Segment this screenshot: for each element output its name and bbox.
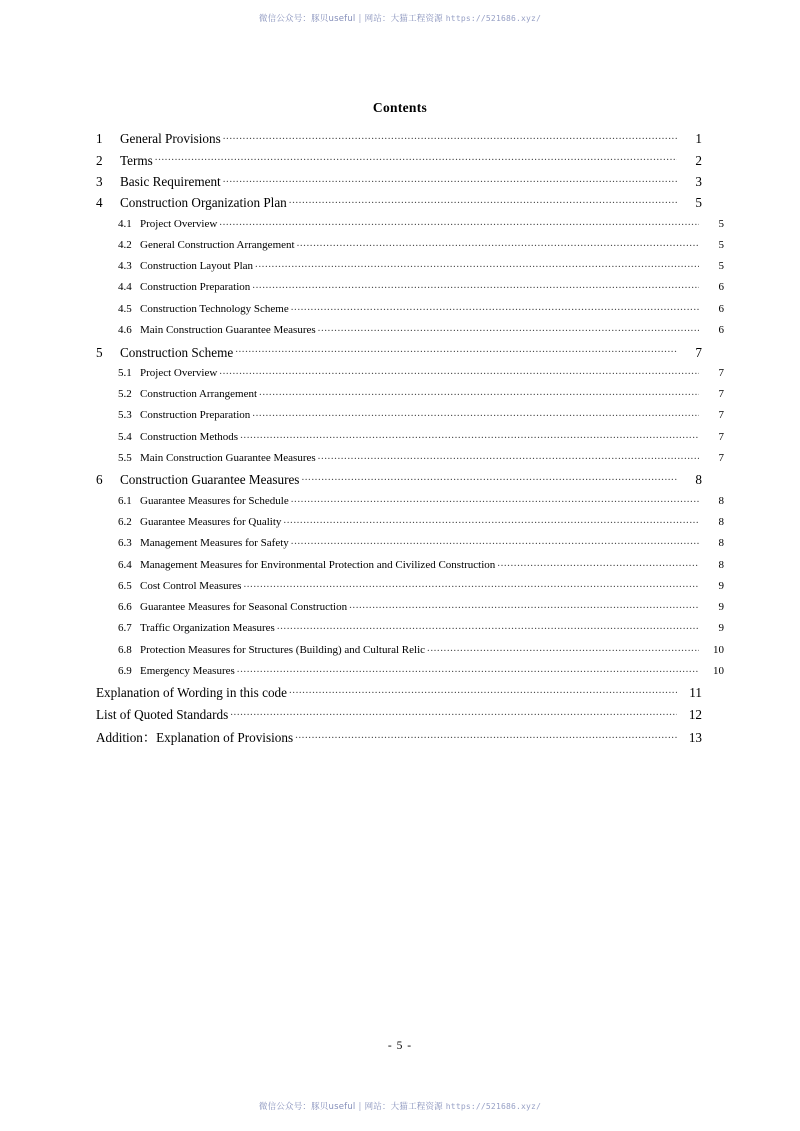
toc-entry-label: Guarantee Measures for Seasonal Construction — [140, 601, 348, 614]
watermark-url: https://521686.xyz/ — [445, 14, 542, 23]
toc-entry[interactable] — [96, 663, 724, 684]
watermark-footer — [0, 1100, 800, 1112]
toc-entry-page-number: 5 — [695, 195, 702, 211]
toc-entry-page-number: 6 — [718, 302, 724, 315]
toc-entry-number: 6.2 — [118, 515, 132, 528]
toc-dot-leader — [255, 258, 699, 269]
watermark-separator: | — [358, 1102, 362, 1112]
toc-entry-page-number: 8 — [718, 537, 724, 550]
toc-entry-number: 6 — [96, 472, 103, 488]
toc-entry-number: 4.5 — [118, 302, 132, 315]
toc-entry-number: 6.3 — [118, 537, 132, 550]
toc-entry-page-number: 6 — [718, 324, 724, 337]
toc-dot-leader — [318, 322, 699, 333]
toc-entry-page-number: 6 — [718, 281, 724, 294]
toc-entry-label: Protection Measures for Structures (Building) and Cultural Relic — [140, 643, 426, 656]
toc-entry-page-number: 1 — [695, 131, 702, 147]
toc-entry-number: 6.8 — [118, 643, 132, 656]
toc-entry-number: 3 — [96, 173, 103, 189]
toc-entry-label: Construction Preparation — [140, 409, 251, 422]
watermark-url: https://521686.xyz/ — [445, 1102, 542, 1111]
toc-entry-number: 4.6 — [118, 324, 132, 337]
toc-entry-label: List of Quoted Standards — [96, 706, 229, 722]
toc-dot-leader — [289, 684, 677, 697]
toc-entry-page-number: 7 — [718, 451, 724, 464]
toc-entry[interactable] — [96, 450, 724, 471]
toc-entry-label: Cost Control Measures — [140, 579, 242, 592]
toc-entry-label: Construction Technology Scheme — [140, 302, 289, 315]
toc-entry-label: Project Overview — [140, 366, 218, 379]
toc-dot-leader — [497, 557, 699, 568]
table-of-contents — [96, 130, 724, 748]
toc-entry[interactable] — [96, 237, 724, 258]
page-number-footer: - 5 - — [387, 1040, 413, 1052]
toc-entry-number: 6.6 — [118, 601, 132, 614]
toc-entry[interactable] — [96, 151, 702, 172]
toc-entry-label: Construction Guarantee Measures — [120, 472, 300, 488]
toc-entry[interactable] — [96, 173, 702, 194]
toc-entry[interactable] — [96, 514, 724, 535]
toc-dot-leader — [283, 514, 699, 525]
toc-entry-label: Construction Layout Plan — [140, 260, 254, 273]
toc-entry[interactable] — [96, 578, 724, 599]
toc-entry-page-number: 7 — [718, 388, 724, 401]
toc-entry[interactable] — [96, 301, 724, 322]
toc-dot-leader — [291, 535, 699, 546]
page-title: Contents — [372, 100, 428, 115]
toc-entry-number: 4.1 — [118, 217, 132, 230]
toc-dot-leader — [223, 130, 677, 143]
toc-entry[interactable] — [96, 557, 724, 578]
toc-entry[interactable] — [96, 706, 702, 727]
toc-dot-leader — [240, 429, 699, 440]
toc-entry[interactable] — [96, 727, 702, 748]
toc-entry-label: Construction Scheme — [120, 344, 234, 360]
toc-entry-page-number: 3 — [695, 173, 702, 189]
toc-entry[interactable] — [96, 279, 724, 300]
toc-dot-leader — [349, 599, 699, 610]
toc-entry-page-number: 12 — [688, 706, 702, 722]
toc-dot-leader — [295, 729, 677, 742]
watermark-wechat-label: 微信公众号：豚贝useful — [258, 1102, 356, 1112]
toc-dot-leader — [259, 386, 699, 397]
toc-entry-number: 4 — [96, 195, 103, 211]
toc-entry[interactable] — [96, 599, 724, 620]
toc-entry-page-number: 5 — [718, 217, 724, 230]
toc-entry[interactable] — [96, 194, 702, 215]
toc-entry[interactable] — [96, 620, 724, 641]
toc-entry-page-number: 8 — [718, 494, 724, 507]
toc-entry-number: 6.9 — [118, 664, 132, 677]
toc-entry-label: Explanation of Wording in this code — [96, 685, 287, 701]
toc-entry-page-number: 8 — [695, 472, 702, 488]
toc-entry[interactable] — [96, 130, 702, 151]
toc-entry-number: 4.2 — [118, 238, 132, 251]
toc-entry[interactable] — [96, 258, 724, 279]
watermark-site-label: 网站：大猫工程资源 — [364, 1102, 443, 1112]
toc-entry[interactable] — [96, 407, 724, 428]
toc-entry[interactable] — [96, 343, 702, 364]
toc-entry-label: Main Construction Guarantee Measures — [140, 451, 316, 464]
toc-entry-number: 6.5 — [118, 579, 132, 592]
toc-dot-leader — [219, 365, 699, 376]
toc-entry[interactable] — [96, 493, 724, 514]
toc-entry-page-number: 5 — [718, 260, 724, 273]
toc-entry-number: 4.4 — [118, 281, 132, 294]
toc-entry-number: 5.4 — [118, 430, 132, 443]
toc-entry-number: 2 — [96, 152, 103, 168]
toc-dot-leader — [252, 279, 699, 290]
toc-entry-page-number: 8 — [718, 515, 724, 528]
watermark-header — [0, 12, 800, 24]
toc-dot-leader — [223, 173, 677, 186]
toc-dot-leader — [318, 450, 699, 461]
toc-entry-number: 1 — [96, 131, 103, 147]
toc-entry-label: Construction Arrangement — [140, 388, 258, 401]
toc-entry-label: Construction Organization Plan — [120, 195, 287, 211]
toc-dot-leader — [235, 343, 677, 356]
toc-entry-label: Management Measures for Environmental Protection and Civilized Construction — [140, 558, 496, 571]
toc-entry-page-number: 11 — [689, 685, 702, 701]
toc-entry-page-number: 7 — [718, 366, 724, 379]
toc-entry-label: Basic Requirement — [120, 173, 221, 189]
toc-entry[interactable] — [96, 386, 724, 407]
toc-dot-leader — [243, 578, 699, 589]
toc-entry-page-number: 10 — [713, 643, 724, 656]
toc-entry-number: 4.3 — [118, 260, 132, 273]
toc-dot-leader — [155, 151, 677, 164]
toc-entry-label: General Construction Arrangement — [140, 238, 295, 251]
toc-entry-label: Management Measures for Safety — [140, 537, 289, 550]
toc-entry-label: Construction Methods — [140, 430, 239, 443]
toc-entry-page-number: 9 — [718, 601, 724, 614]
toc-entry[interactable] — [96, 642, 724, 663]
toc-entry-label: Main Construction Guarantee Measures — [140, 324, 316, 337]
toc-dot-leader — [230, 706, 677, 719]
toc-entry-page-number: 13 — [688, 730, 702, 746]
toc-entry-page-number: 7 — [718, 430, 724, 443]
toc-entry-label: Project Overview — [140, 217, 218, 230]
toc-entry[interactable] — [96, 322, 724, 343]
toc-dot-leader — [297, 237, 699, 248]
toc-entry-label: Addition：Explanation of Provisions — [96, 730, 294, 746]
toc-entry-page-number: 2 — [695, 152, 702, 168]
toc-entry-page-number: 5 — [718, 238, 724, 251]
toc-entry-label: General Provisions — [120, 131, 221, 147]
toc-entry[interactable] — [96, 216, 724, 237]
toc-entry[interactable] — [96, 471, 702, 492]
toc-entry-number: 5.1 — [118, 366, 132, 379]
toc-dot-leader — [291, 301, 699, 312]
toc-entry-label: Terms — [120, 152, 153, 168]
toc-entry[interactable] — [96, 365, 724, 386]
toc-entry-page-number: 10 — [713, 664, 724, 677]
toc-dot-leader — [277, 620, 699, 631]
toc-dot-leader — [289, 194, 677, 207]
toc-entry-label: Guarantee Measures for Quality — [140, 515, 282, 528]
watermark-separator: | — [358, 14, 362, 24]
toc-dot-leader — [219, 216, 699, 227]
toc-entry-page-number: 8 — [718, 558, 724, 571]
watermark-site-label: 网站：大猫工程资源 — [364, 14, 443, 24]
toc-dot-leader — [237, 663, 699, 674]
toc-entry-label: Traffic Organization Measures — [140, 622, 275, 635]
toc-entry-label: Construction Preparation — [140, 281, 251, 294]
toc-dot-leader — [252, 407, 699, 418]
toc-entry-page-number: 9 — [718, 579, 724, 592]
toc-dot-leader — [427, 642, 699, 653]
toc-entry-page-number: 7 — [718, 409, 724, 422]
toc-dot-leader — [301, 471, 677, 484]
toc-entry-label: Guarantee Measures for Schedule — [140, 494, 289, 507]
toc-entry-number: 5.2 — [118, 388, 132, 401]
toc-entry-number: 5.3 — [118, 409, 132, 422]
toc-entry-number: 6.4 — [118, 558, 132, 571]
toc-entry-label: Emergency Measures — [140, 664, 235, 677]
toc-entry-number: 6.7 — [118, 622, 132, 635]
toc-entry-number: 6.1 — [118, 494, 132, 507]
toc-entry-number: 5 — [96, 344, 103, 360]
toc-entry-page-number: 9 — [718, 622, 724, 635]
watermark-wechat-label: 微信公众号：豚贝useful — [258, 14, 356, 24]
toc-entry[interactable] — [96, 535, 724, 556]
toc-entry-page-number: 7 — [695, 344, 702, 360]
toc-dot-leader — [291, 493, 699, 504]
toc-entry[interactable] — [96, 429, 724, 450]
toc-entry[interactable] — [96, 684, 702, 705]
toc-entry-number: 5.5 — [118, 451, 132, 464]
